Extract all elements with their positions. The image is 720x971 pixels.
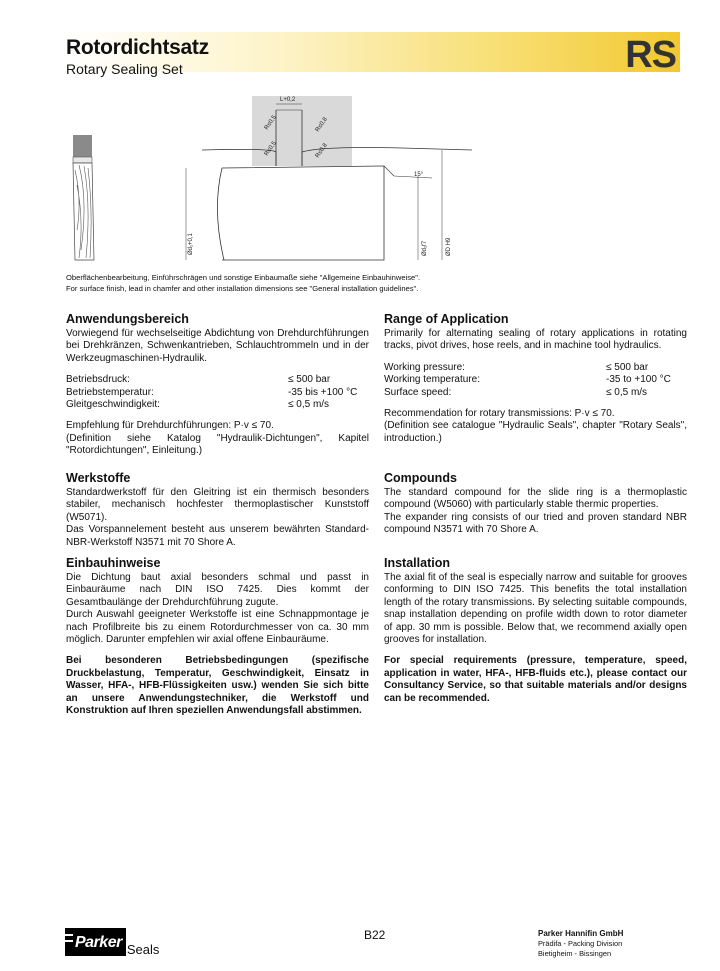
dia-groove-label: ØD H9 bbox=[446, 237, 452, 256]
heading-application-en: Range of Application bbox=[384, 312, 509, 326]
page-subtitle: Rotary Sealing Set bbox=[66, 61, 183, 77]
spec-row: Betriebsdruck: ≤ 500 bar bbox=[66, 374, 331, 386]
spec-row: Surface speed: ≤ 0,5 m/s bbox=[384, 386, 648, 398]
recommendation-en: Recommendation for rotary transmissions: P·v ≤ 70. bbox=[384, 408, 615, 420]
radius-tr-label: R≤0,8 bbox=[314, 116, 329, 134]
compounds-text2-de: Das Vorspannelement besteht aus unserem bewährten Standard-NBR-Werkstoff N3571 mit 70 Shore A. bbox=[66, 524, 369, 548]
company-division: Prädifa - Packing Division bbox=[538, 939, 623, 948]
compounds-text2-en: The expander ring consists of our tried and proven standard NBR compound N3571 with 70 Shore A. bbox=[384, 511, 687, 536]
company-name: Parker Hannifin GmbH bbox=[538, 929, 624, 938]
section-compounds-en bbox=[384, 471, 687, 537]
installation-note bbox=[66, 272, 666, 294]
angle-label: 15° bbox=[414, 172, 424, 178]
section-application-en bbox=[384, 312, 687, 445]
heading-installation-en: Installation bbox=[384, 556, 450, 570]
section-installation-de bbox=[66, 556, 369, 717]
logo-mark: Parker bbox=[65, 928, 126, 956]
special-requirements-de: Bei besonderen Betriebsbedingungen (spezifische Druckbelastung, Temperatur, Geschwindigkeit, Einsatz in Wasser, HFA-, HFB-Flüssigkeiten usw.) wenden Sie sich bitte an unsere Anwendungstechniker, die Werkstoff und Konstruktion auf Ihren speziellen Anwendungsfall abstimmen. bbox=[66, 655, 369, 717]
spec-row: Working pressure: ≤ 500 bar bbox=[384, 361, 649, 373]
parker-logo bbox=[65, 928, 159, 956]
spec-row: Gleitgeschwindigkeit: ≤ 0,5 m/s bbox=[66, 399, 330, 411]
company-location: Bietigheim - Bissingen bbox=[538, 949, 612, 958]
definition-de: (Definition siehe Katalog "Hydraulik-Dichtungen", Kapitel "Rotordichtungen", Einleitung.) bbox=[66, 432, 369, 457]
recommendation-de: Empfehlung für Drehdurchführungen: P·v ≤ 70. bbox=[66, 420, 274, 432]
section-installation-en bbox=[384, 556, 687, 705]
seal-cross-section bbox=[73, 135, 94, 260]
compounds-text1-de: Standardwerkstoff für den Gleitring ist ein thermisch besonders stabiler, mechanisch hochfester thermoplastischer Kunststoff (W5071). bbox=[66, 487, 369, 523]
note-en: For surface finish, lead in chamfer and other installation dimensions see "General installation guidelines". bbox=[66, 284, 419, 293]
radius-bl-label: R≤0,5 bbox=[263, 140, 278, 158]
page-number: B22 bbox=[364, 928, 386, 942]
application-text-de: Vorwiegend für wechselseitige Abdichtung von Drehdurchführungen bei Drehkränzen, Schwenkantrieben, Schlauchtrommeln und in der Werkzeugmaschinen-Hydraulik. bbox=[66, 328, 369, 364]
spec-row: Working temperature: -35 to +100 °C bbox=[384, 374, 671, 386]
page-title: Rotordichtsatz bbox=[66, 36, 209, 59]
installation-text1-de: Die Dichtung baut axial besonders schmal und passt in Einbauräume nach DIN ISO 7425. Dies kommt der Gesamtbaulänge der Drehdurchführung zugute. bbox=[66, 572, 369, 608]
application-text-en: Primarily for alternating sealing of rotary applications in rotating tracks, pivot drives, hose reels, and in machine tool hydraulics. bbox=[384, 328, 687, 352]
installation-text1-en: The axial fit of the seal is especially narrow and suitable for grooves conforming to DIN ISO 7425. This benefits the total installation length of the rotary transmissions. By selecting suitable compounds, snap installation depending on profile width down to rotor diameter of app. 30 mm is possible. Below that, we recommend axially open grooves for installation. bbox=[384, 572, 687, 646]
installation-text2-de: Durch Auswahl geeigneter Werkstoffe ist eine Schnappmontage je nach Profilbreite bis zu einem Rotordurchmesser von ca. 30 mm möglich. Darunter empfehlen wir axial offene Einbauräume. bbox=[66, 609, 369, 646]
heading-application-de: Anwendungsbereich bbox=[66, 312, 189, 326]
dia-left-label: Ød₁+0,1 bbox=[188, 233, 194, 255]
heading-installation-de: Einbauhinweise bbox=[66, 556, 161, 570]
radius-br-label: R≤0,8 bbox=[314, 142, 329, 160]
compounds-text1-en: The standard compound for the slide ring is a thermoplastic compound (W5060) with particularly stable thermic properties. bbox=[384, 487, 687, 511]
heading-compounds-en: Compounds bbox=[384, 471, 457, 485]
dim-width-label: L+0,2 bbox=[280, 97, 296, 103]
product-code: RS bbox=[625, 34, 676, 76]
installation-drawing bbox=[62, 90, 482, 268]
note-de: Oberflächenbearbeitung, Einführschrägen und sonstige Einbaumaße siehe "Allgemeine Einbauhinweise". bbox=[66, 273, 421, 282]
section-compounds-de bbox=[66, 471, 369, 549]
company-info bbox=[538, 929, 623, 959]
section-application-de bbox=[66, 312, 369, 458]
radius-tl-label: R≤0,5 bbox=[263, 114, 278, 132]
definition-en: (Definition see catalogue "Hydraulic Seals", chapter "Rotary Seals", introduction.) bbox=[384, 420, 687, 444]
logo-suffix: Seals bbox=[126, 942, 160, 957]
heading-compounds-de: Werkstoffe bbox=[66, 471, 131, 485]
spec-row: Betriebstemperatur: -35 bis +100 °C bbox=[66, 386, 358, 398]
special-requirements-en: For special requirements (pressure, temperature, speed, application in water, HFA-, HFB-fluids etc.), please contact our Consultancy Service, so that suitable materials and/or designs can be recommended. bbox=[384, 655, 687, 704]
dia-rotor-label: Ød₁f7 bbox=[422, 240, 428, 256]
